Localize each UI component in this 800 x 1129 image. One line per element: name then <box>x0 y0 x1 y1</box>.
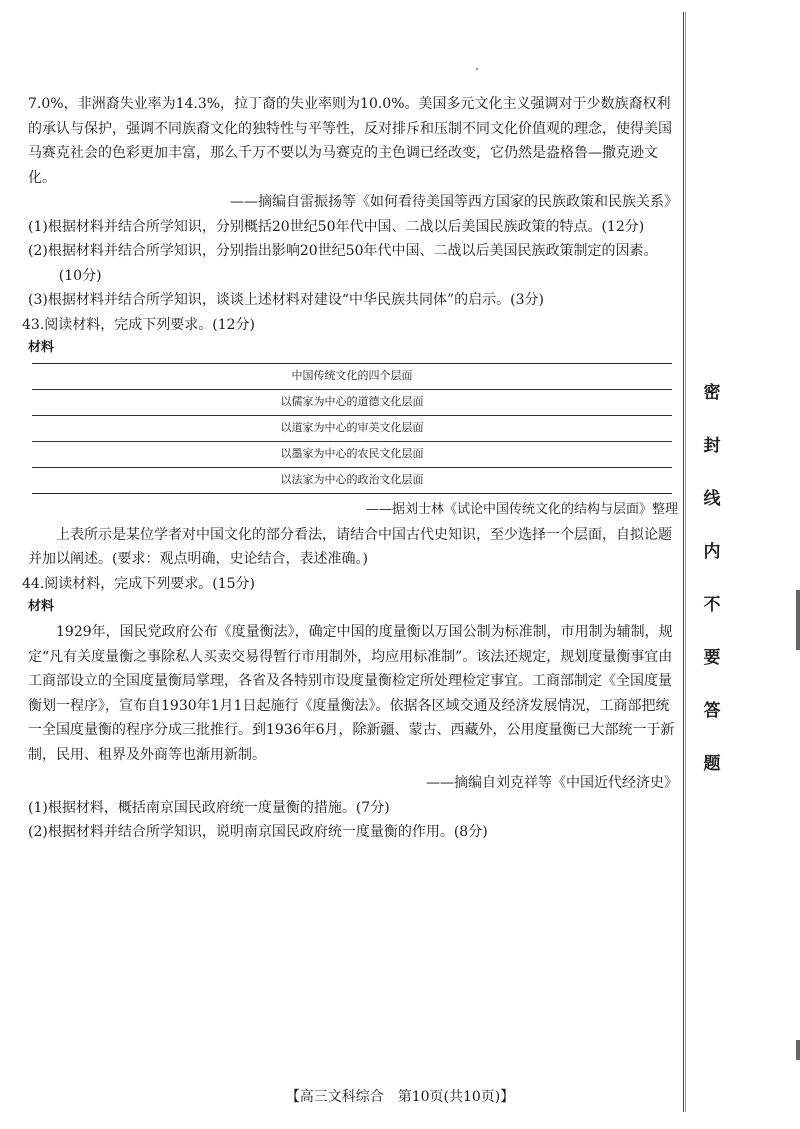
question-44-2: (2)根据材料并结合所学知识，说明南京国民政府统一度量衡的作用。(8分) <box>28 824 488 840</box>
source-line-44: ——摘编自刘克祥等《中国近代经济史》 <box>426 775 678 791</box>
source-line-42: ——摘编自雷振扬等《如何看待美国等西方国家的民族政策和民族关系》 <box>230 194 678 210</box>
table-row <box>32 442 672 468</box>
table-cell: 以法家为中心的政治文化层面 <box>32 468 672 494</box>
table-cell: 以儒家为中心的道德文化层面 <box>32 390 672 416</box>
seal-char: 不 <box>703 595 721 615</box>
question-43-prompt: 上表所示是某位学者对中国文化的部分看法，请结合中国古代史知识，至少选择一个层面，自拟论题并加以阐述。(要求：观点明确，史论结合，表述准确。) <box>28 526 672 567</box>
table-row <box>32 416 672 442</box>
question-44-1: (1)根据材料，概括南京国民政府统一度量衡的措施。(7分) <box>28 799 390 816</box>
edge-mark <box>796 1040 800 1060</box>
table-cell: 以道家为中心的审美文化层面 <box>32 416 672 442</box>
table-row <box>32 468 672 494</box>
material-label-44: 材料 <box>28 599 55 614</box>
seal-line-text <box>700 378 724 802</box>
passage-44: 1929年，国民党政府公布《度量衡法》，确定中国的度量衡以万国公制为标准制，市用制为辅制，规定“凡有关度量衡之事除私人买卖交易得暂行市用制外，均应用标准制”。该法还规定，规划度量衡事宜由工商部设立的全国度量衡局掌理，各省及各特别市设度量衡检定所处理检定事宜。工商部制定《全国度量衡划一程序》，宣布自1930年1月1日起施行《度量衡法》。依据各区域交通及经济发展情况，工商部把统一全国度量衡的程序分成三批推行。到1936年6月，除新疆、蒙古、西藏外，公用度量衡已大部统一于新制，民用、租界及外商等也渐用新制。 <box>28 624 675 763</box>
source-line-43: ——据刘士林《试论中国传统文化的结构与层面》整理 <box>365 502 678 517</box>
seal-char: 答 <box>703 701 721 721</box>
speck <box>476 68 478 70</box>
seal-char: 封 <box>703 436 721 456</box>
edge-mark <box>796 590 800 650</box>
seal-char: 要 <box>703 648 721 668</box>
binding-line-inner <box>685 12 686 1112</box>
question-42-3: (3)根据材料并结合所学知识，谈谈上述材料对建设“中华民族共同体”的启示。(3分) <box>28 292 544 308</box>
table-cell: 以墨家为中心的农民文化层面 <box>32 442 672 468</box>
binding-line <box>683 12 684 1112</box>
page-footer: 【高三文科综合 第10页(共10页)】 <box>285 1089 515 1105</box>
passage-paragraph: 7.0%，非洲裔失业率为14.3%，拉丁裔的失业率则为10.0%。美国多元文化主义强调对于少数族裔权利的承认与保护，强调不同族裔文化的独特性与平等性，反对排斥和压制不同文化价值观的理念，使得美国马赛克社会的色彩更加丰富，那么千万不要以为马赛克的主色调已经改变，它仍然是盎格鲁—撒克逊文化。 <box>28 96 672 186</box>
table-cell: 中国传统文化的四个层面 <box>32 364 672 390</box>
table-row <box>32 364 672 390</box>
material-label-43: 材料 <box>28 340 55 355</box>
seal-char: 线 <box>703 489 721 509</box>
table-row <box>32 390 672 416</box>
culture-table <box>32 363 672 494</box>
page-content <box>22 92 678 845</box>
question-42-1: (1)根据材料并结合所学知识，分别概括20世纪50年代中国、二战以后美国民族政策的特点。(12分) <box>28 218 645 235</box>
seal-char: 题 <box>703 754 721 774</box>
question-42-2: (2)根据材料并结合所学知识，分别指出影响20世纪50年代中国、二战以后美国民族政策制定的因素。(10分) <box>28 243 658 284</box>
question-44-header: 44.阅读材料，完成下列要求。(15分) <box>22 575 256 592</box>
question-43-header: 43.阅读材料，完成下列要求。(12分) <box>22 316 256 333</box>
seal-char: 内 <box>703 542 721 562</box>
seal-char: 密 <box>703 383 721 403</box>
